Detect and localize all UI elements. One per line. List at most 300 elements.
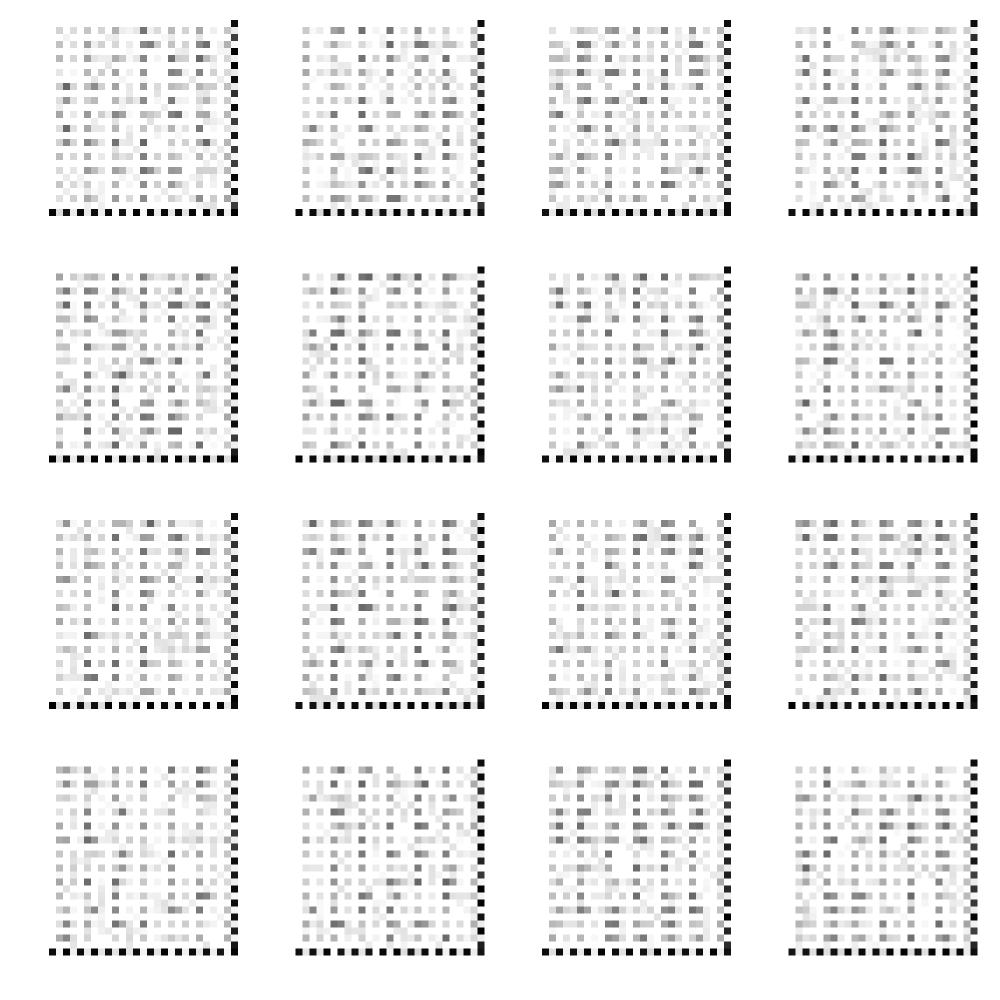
sample-pixel xyxy=(91,774,98,781)
sample-pixel xyxy=(619,153,626,160)
sample-pixel xyxy=(210,428,217,435)
sample-pixel xyxy=(464,209,471,216)
sample-pixel xyxy=(401,372,408,379)
sample-pixel xyxy=(140,456,147,463)
sample-pixel xyxy=(464,851,471,858)
sample-pixel xyxy=(105,295,112,302)
sample-pixel xyxy=(394,921,401,928)
sample-pixel xyxy=(380,281,387,288)
sample-pixel xyxy=(63,174,70,181)
sample-pixel xyxy=(387,195,394,202)
sample-pixel xyxy=(415,851,422,858)
sample-pixel xyxy=(563,456,570,463)
sample-pixel xyxy=(619,632,626,639)
sample-pixel xyxy=(415,139,422,146)
sample-pixel xyxy=(703,625,710,632)
sample-pixel xyxy=(91,316,98,323)
sample-pixel xyxy=(366,562,373,569)
sample-pixel xyxy=(224,851,231,858)
sample-pixel xyxy=(619,281,626,288)
sample-pixel xyxy=(619,590,626,597)
sample-pixel xyxy=(852,153,859,160)
sample-pixel xyxy=(478,316,485,323)
sample-pixel xyxy=(936,344,943,351)
sample-pixel xyxy=(866,344,873,351)
sample-pixel xyxy=(63,534,70,541)
sample-pixel xyxy=(56,632,63,639)
sample-pixel xyxy=(317,358,324,365)
sample-pixel xyxy=(70,879,77,886)
sample-pixel xyxy=(196,379,203,386)
sample-pixel xyxy=(359,400,366,407)
sample-pixel xyxy=(140,153,147,160)
sample-pixel xyxy=(577,69,584,76)
sample-pixel xyxy=(98,928,105,935)
sample-pixel xyxy=(182,851,189,858)
sample-pixel xyxy=(675,632,682,639)
sample-pixel xyxy=(84,802,91,809)
sample-pixel xyxy=(471,386,478,393)
sample-pixel xyxy=(810,407,817,414)
sample-pixel xyxy=(689,781,696,788)
sample-pixel xyxy=(84,795,91,802)
sample-pixel xyxy=(457,548,464,555)
sample-pixel xyxy=(63,886,70,893)
sample-pixel xyxy=(950,456,957,463)
sample-pixel xyxy=(936,618,943,625)
sample-pixel xyxy=(605,400,612,407)
sample-pixel xyxy=(703,928,710,935)
sample-pixel xyxy=(161,295,168,302)
sample-pixel xyxy=(70,949,77,956)
sample-pixel xyxy=(338,858,345,865)
sample-pixel xyxy=(84,428,91,435)
sample-pixel xyxy=(154,639,161,646)
sample-pixel xyxy=(908,202,915,209)
sample-pixel xyxy=(56,153,63,160)
sample-pixel xyxy=(345,590,352,597)
sample-pixel xyxy=(880,125,887,132)
sample-pixel xyxy=(345,562,352,569)
sample-pixel xyxy=(584,907,591,914)
sample-pixel xyxy=(668,823,675,830)
sample-pixel xyxy=(852,62,859,69)
sample-pixel xyxy=(717,288,724,295)
sample-pixel xyxy=(63,414,70,421)
sample-pixel xyxy=(880,456,887,463)
sample-pixel xyxy=(605,632,612,639)
sample-pixel xyxy=(401,660,408,667)
sample-pixel xyxy=(345,935,352,942)
sample-pixel xyxy=(577,702,584,709)
sample-pixel xyxy=(189,302,196,309)
sample-pixel xyxy=(838,604,845,611)
sample-pixel xyxy=(373,921,380,928)
sample-pixel xyxy=(408,62,415,69)
sample-pixel xyxy=(231,456,238,463)
sample-pixel xyxy=(570,379,577,386)
sample-pixel xyxy=(626,688,633,695)
sample-pixel xyxy=(140,167,147,174)
sample-pixel xyxy=(119,344,126,351)
sample-pixel xyxy=(633,674,640,681)
sample-pixel xyxy=(359,660,366,667)
sample-pixel xyxy=(443,442,450,449)
sample-pixel xyxy=(880,48,887,55)
sample-pixel xyxy=(717,534,724,541)
sample-pixel xyxy=(478,449,485,456)
sample-pixel xyxy=(654,209,661,216)
sample-pixel xyxy=(175,195,182,202)
sample-pixel xyxy=(345,344,352,351)
sample-pixel xyxy=(724,942,731,949)
sample-pixel xyxy=(605,295,612,302)
sample-pixel xyxy=(703,914,710,921)
sample-pixel xyxy=(408,935,415,942)
sample-pixel xyxy=(401,97,408,104)
sample-pixel xyxy=(880,372,887,379)
sample-pixel xyxy=(880,97,887,104)
sample-pixel xyxy=(675,111,682,118)
sample-pixel xyxy=(845,76,852,83)
sample-pixel xyxy=(126,48,133,55)
sample-pixel xyxy=(838,209,845,216)
sample-pixel xyxy=(471,288,478,295)
sample-pixel xyxy=(689,288,696,295)
sample-pixel xyxy=(154,428,161,435)
sample-pixel xyxy=(224,125,231,132)
sample-pixel xyxy=(443,660,450,667)
sample-pixel xyxy=(549,69,556,76)
sample-pixel xyxy=(682,858,689,865)
sample-pixel xyxy=(852,167,859,174)
sample-pixel xyxy=(196,674,203,681)
sample-pixel xyxy=(231,562,238,569)
sample-pixel xyxy=(696,125,703,132)
sample-pixel xyxy=(922,90,929,97)
sample-pixel xyxy=(154,41,161,48)
sample-pixel xyxy=(154,625,161,632)
sample-pixel xyxy=(852,414,859,421)
sample-pixel xyxy=(359,935,366,942)
sample-pixel xyxy=(56,55,63,62)
sample-pixel xyxy=(950,618,957,625)
sample-pixel xyxy=(838,428,845,435)
sample-pixel xyxy=(803,302,810,309)
sample-pixel xyxy=(703,202,710,209)
sample-pixel xyxy=(880,153,887,160)
sample-pixel xyxy=(654,442,661,449)
sample-pixel xyxy=(224,344,231,351)
sample-pixel xyxy=(661,344,668,351)
sample-pixel xyxy=(303,153,310,160)
sample-pixel xyxy=(647,316,654,323)
sample-pixel xyxy=(217,667,224,674)
sample-pixel xyxy=(359,139,366,146)
sample-pixel xyxy=(852,456,859,463)
sample-pixel xyxy=(633,132,640,139)
sample-pixel xyxy=(971,160,978,167)
sample-pixel xyxy=(605,781,612,788)
sample-pixel xyxy=(563,69,570,76)
sample-pixel xyxy=(866,139,873,146)
sample-pixel xyxy=(591,379,598,386)
sample-pixel xyxy=(922,195,929,202)
sample-pixel xyxy=(56,456,63,463)
sample-pixel xyxy=(549,274,556,281)
sample-pixel xyxy=(810,202,817,209)
sample-pixel xyxy=(796,527,803,534)
sample-pixel xyxy=(84,618,91,625)
sample-pixel xyxy=(717,590,724,597)
sample-pixel xyxy=(196,809,203,816)
sample-pixel xyxy=(647,702,654,709)
sample-pixel xyxy=(231,414,238,421)
sample-pixel xyxy=(866,688,873,695)
sample-pixel xyxy=(317,781,324,788)
sample-pixel xyxy=(450,569,457,576)
sample-pixel xyxy=(189,949,196,956)
sample-pixel xyxy=(105,632,112,639)
sample-pixel xyxy=(717,837,724,844)
sample-pixel xyxy=(401,604,408,611)
sample-pixel xyxy=(971,104,978,111)
sample-pixel xyxy=(429,27,436,34)
sample-pixel xyxy=(724,132,731,139)
sample-pixel xyxy=(70,576,77,583)
sample-pixel xyxy=(168,167,175,174)
sample-pixel xyxy=(387,125,394,132)
sample-pixel xyxy=(105,62,112,69)
sample-pixel xyxy=(352,597,359,604)
sample-pixel xyxy=(908,153,915,160)
sample-pixel xyxy=(91,274,98,281)
sample-pixel xyxy=(852,660,859,667)
sample-pixel xyxy=(387,823,394,830)
sample-pixel xyxy=(317,928,324,935)
sample-pixel xyxy=(210,407,217,414)
sample-pixel xyxy=(224,604,231,611)
sample-pixel xyxy=(331,823,338,830)
sample-pixel xyxy=(464,456,471,463)
sample-pixel xyxy=(352,949,359,956)
sample-pixel xyxy=(408,604,415,611)
sample-pixel xyxy=(203,323,210,330)
sample-pixel xyxy=(478,379,485,386)
sample-pixel xyxy=(619,90,626,97)
sample-pixel xyxy=(633,921,640,928)
sample-pixel xyxy=(464,935,471,942)
sample-pixel xyxy=(147,660,154,667)
sample-pixel xyxy=(231,625,238,632)
sample-pixel xyxy=(478,274,485,281)
sample-pixel xyxy=(584,83,591,90)
sample-pixel xyxy=(387,69,394,76)
sample-pixel xyxy=(957,442,964,449)
sample-pixel xyxy=(112,139,119,146)
sample-pixel xyxy=(654,541,661,548)
sample-pixel xyxy=(443,309,450,316)
sample-pixel xyxy=(175,442,182,449)
sample-pixel xyxy=(56,111,63,118)
sample-pixel xyxy=(598,407,605,414)
sample-pixel xyxy=(359,907,366,914)
sample-pixel xyxy=(429,62,436,69)
sample-pixel xyxy=(950,167,957,174)
sample-pixel xyxy=(331,288,338,295)
sample-pixel xyxy=(84,823,91,830)
sample-pixel xyxy=(91,562,98,569)
sample-pixel xyxy=(154,27,161,34)
sample-pixel xyxy=(633,209,640,216)
sample-pixel xyxy=(98,851,105,858)
sample-pixel xyxy=(464,316,471,323)
sample-pixel xyxy=(640,604,647,611)
sample-pixel xyxy=(633,618,640,625)
sample-pixel xyxy=(436,132,443,139)
sample-pixel xyxy=(231,548,238,555)
sample-pixel xyxy=(894,576,901,583)
sample-pixel xyxy=(852,111,859,118)
sample-pixel xyxy=(873,597,880,604)
sample-pixel xyxy=(908,674,915,681)
sample-pixel xyxy=(626,907,633,914)
sample-pixel xyxy=(563,865,570,872)
sample-pixel xyxy=(796,195,803,202)
sample-pixel xyxy=(56,337,63,344)
sample-pixel xyxy=(563,702,570,709)
sample-pixel xyxy=(824,295,831,302)
sample-pixel xyxy=(866,41,873,48)
sample-pixel xyxy=(373,774,380,781)
sample-pixel xyxy=(556,872,563,879)
sample-pixel xyxy=(345,167,352,174)
sample-pixel xyxy=(189,788,196,795)
sample-pixel xyxy=(373,27,380,34)
sample-pixel xyxy=(556,548,563,555)
sample-pixel xyxy=(817,555,824,562)
sample-pixel xyxy=(915,400,922,407)
sample-pixel xyxy=(338,330,345,337)
sample-pixel xyxy=(210,195,217,202)
sample-pixel xyxy=(359,358,366,365)
sample-pixel xyxy=(612,653,619,660)
sample-pixel xyxy=(380,76,387,83)
sample-pixel xyxy=(612,576,619,583)
sample-pixel xyxy=(401,865,408,872)
sample-pixel xyxy=(450,660,457,667)
sample-pixel xyxy=(359,330,366,337)
sample-pixel xyxy=(633,358,640,365)
sample-pixel xyxy=(210,795,217,802)
sample-pixel xyxy=(943,702,950,709)
sample-pixel xyxy=(703,618,710,625)
sample-pixel xyxy=(619,302,626,309)
sample-pixel xyxy=(922,632,929,639)
sample-pixel xyxy=(231,774,238,781)
sample-pixel xyxy=(922,674,929,681)
sample-pixel xyxy=(91,83,98,90)
sample-pixel xyxy=(366,555,373,562)
sample-pixel xyxy=(119,569,126,576)
sample-pixel xyxy=(859,302,866,309)
sample-pixel xyxy=(450,351,457,358)
sample-pixel xyxy=(661,767,668,774)
sample-pixel xyxy=(852,316,859,323)
sample-pixel xyxy=(457,442,464,449)
sample-pixel xyxy=(591,414,598,421)
sample-pixel xyxy=(203,407,210,414)
sample-pixel xyxy=(471,55,478,62)
sample-pixel xyxy=(929,323,936,330)
sample-pixel xyxy=(717,209,724,216)
sample-pixel xyxy=(182,935,189,942)
sample-pixel xyxy=(549,548,556,555)
sample-pixel xyxy=(724,449,731,456)
sample-pixel xyxy=(598,695,605,702)
sample-pixel xyxy=(640,69,647,76)
sample-pixel xyxy=(231,372,238,379)
sample-pixel xyxy=(373,153,380,160)
sample-pixel xyxy=(443,125,450,132)
sample-pixel xyxy=(584,449,591,456)
sample-pixel xyxy=(175,534,182,541)
sample-pixel xyxy=(838,69,845,76)
sample-pixel xyxy=(563,767,570,774)
sample-pixel xyxy=(182,97,189,104)
sample-pixel xyxy=(49,702,56,709)
sample-pixel xyxy=(231,302,238,309)
sample-pixel xyxy=(310,688,317,695)
sample-pixel xyxy=(724,111,731,118)
sample-pixel xyxy=(647,935,654,942)
sample-pixel xyxy=(675,167,682,174)
sample-pixel xyxy=(936,548,943,555)
sample-pixel xyxy=(838,646,845,653)
sample-pixel xyxy=(161,639,168,646)
sample-pixel xyxy=(689,667,696,674)
sample-pixel xyxy=(668,83,675,90)
sample-pixel xyxy=(577,872,584,879)
sample-pixel xyxy=(70,41,77,48)
sample-pixel xyxy=(303,865,310,872)
sample-pixel xyxy=(724,914,731,921)
sample-pixel xyxy=(401,879,408,886)
sample-pixel xyxy=(859,667,866,674)
sample-pixel xyxy=(964,702,971,709)
sample-pixel xyxy=(943,618,950,625)
sample-pixel xyxy=(182,795,189,802)
sample-pixel xyxy=(894,386,901,393)
sample-pixel xyxy=(91,632,98,639)
sample-pixel xyxy=(112,41,119,48)
sample-pixel xyxy=(929,41,936,48)
sample-pixel xyxy=(231,830,238,837)
sample-pixel xyxy=(168,795,175,802)
sample-pixel xyxy=(710,456,717,463)
sample-pixel xyxy=(63,767,70,774)
sample-pixel xyxy=(577,865,584,872)
sample-pixel xyxy=(577,111,584,118)
sample-pixel xyxy=(464,393,471,400)
sample-pixel xyxy=(605,618,612,625)
sample-pixel xyxy=(196,83,203,90)
sample-pixel xyxy=(668,802,675,809)
sample-pixel xyxy=(817,639,824,646)
sample-pixel xyxy=(894,41,901,48)
sample-pixel xyxy=(703,316,710,323)
sample-pixel xyxy=(605,111,612,118)
